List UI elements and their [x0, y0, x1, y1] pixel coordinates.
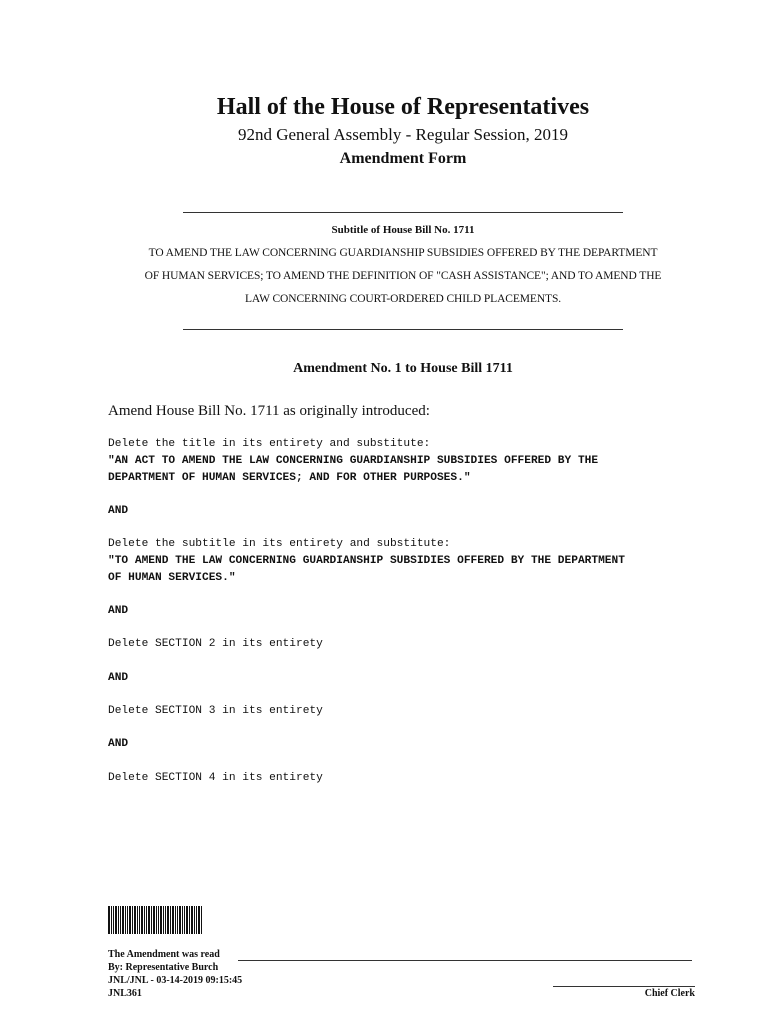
body-line: Delete SECTION 2 in its entirety	[108, 638, 323, 650]
body-line: OF HUMAN SERVICES."	[108, 572, 236, 584]
body-line: "AN ACT TO AMEND THE LAW CONCERNING GUARDIANSHIP SUBSIDIES OFFERED BY THE	[108, 455, 599, 467]
subtitle-line: OF HUMAN SERVICES; TO AMEND THE DEFINITION OF "CASH ASSISTANCE"; AND TO AMEND THE	[144, 270, 662, 282]
amendment-number-heading: Amendment No. 1 to House Bill 1711	[293, 361, 513, 376]
form-name: Amendment Form	[339, 150, 467, 167]
page-title: Hall of the House of Representatives	[216, 94, 590, 120]
session-line: 92nd General Assembly - Regular Session, 2019	[237, 125, 569, 144]
body-line: Delete SECTION 4 in its entirety	[108, 772, 323, 784]
sponsor-line: By: Representative Burch	[108, 962, 219, 973]
subtitle-line: TO AMEND THE LAW CONCERNING GUARDIANSHIP SUBSIDIES OFFERED BY THE DEPARTMENT	[148, 247, 658, 259]
chief-clerk-label: Chief Clerk	[644, 988, 695, 999]
subtitle-heading: Subtitle of House Bill No. 1711	[331, 224, 475, 236]
clerk-signature-line	[553, 986, 695, 987]
body-line: Delete the subtitle in its entirety and substitute:	[108, 538, 451, 550]
divider-top	[183, 212, 623, 213]
barcode-image	[108, 906, 202, 934]
divider-bottom	[183, 329, 623, 330]
body-line: DEPARTMENT OF HUMAN SERVICES; AND FOR OTHER PURPOSES."	[108, 472, 471, 484]
and-separator: AND	[108, 605, 129, 617]
body-line: "TO AMEND THE LAW CONCERNING GUARDIANSHIP SUBSIDIES OFFERED BY THE DEPARTMENT	[108, 555, 625, 567]
journal-code-line: JNL/JNL - 03-14-2019 09:15:45	[108, 975, 243, 986]
amendment-read-label: The Amendment was read	[108, 949, 220, 960]
and-separator: AND	[108, 505, 129, 517]
and-separator: AND	[108, 672, 129, 684]
body-line: Delete the title in its entirety and substitute:	[108, 438, 431, 450]
and-separator: AND	[108, 738, 129, 750]
read-signature-line	[238, 960, 692, 961]
body-line: Delete SECTION 3 in its entirety	[108, 705, 323, 717]
subtitle-line: LAW CONCERNING COURT-ORDERED CHILD PLACEMENTS.	[244, 293, 562, 305]
amendment-intro: Amend House Bill No. 1711 as originally introduced:	[108, 403, 430, 419]
jnl-code: JNL361	[108, 988, 142, 999]
